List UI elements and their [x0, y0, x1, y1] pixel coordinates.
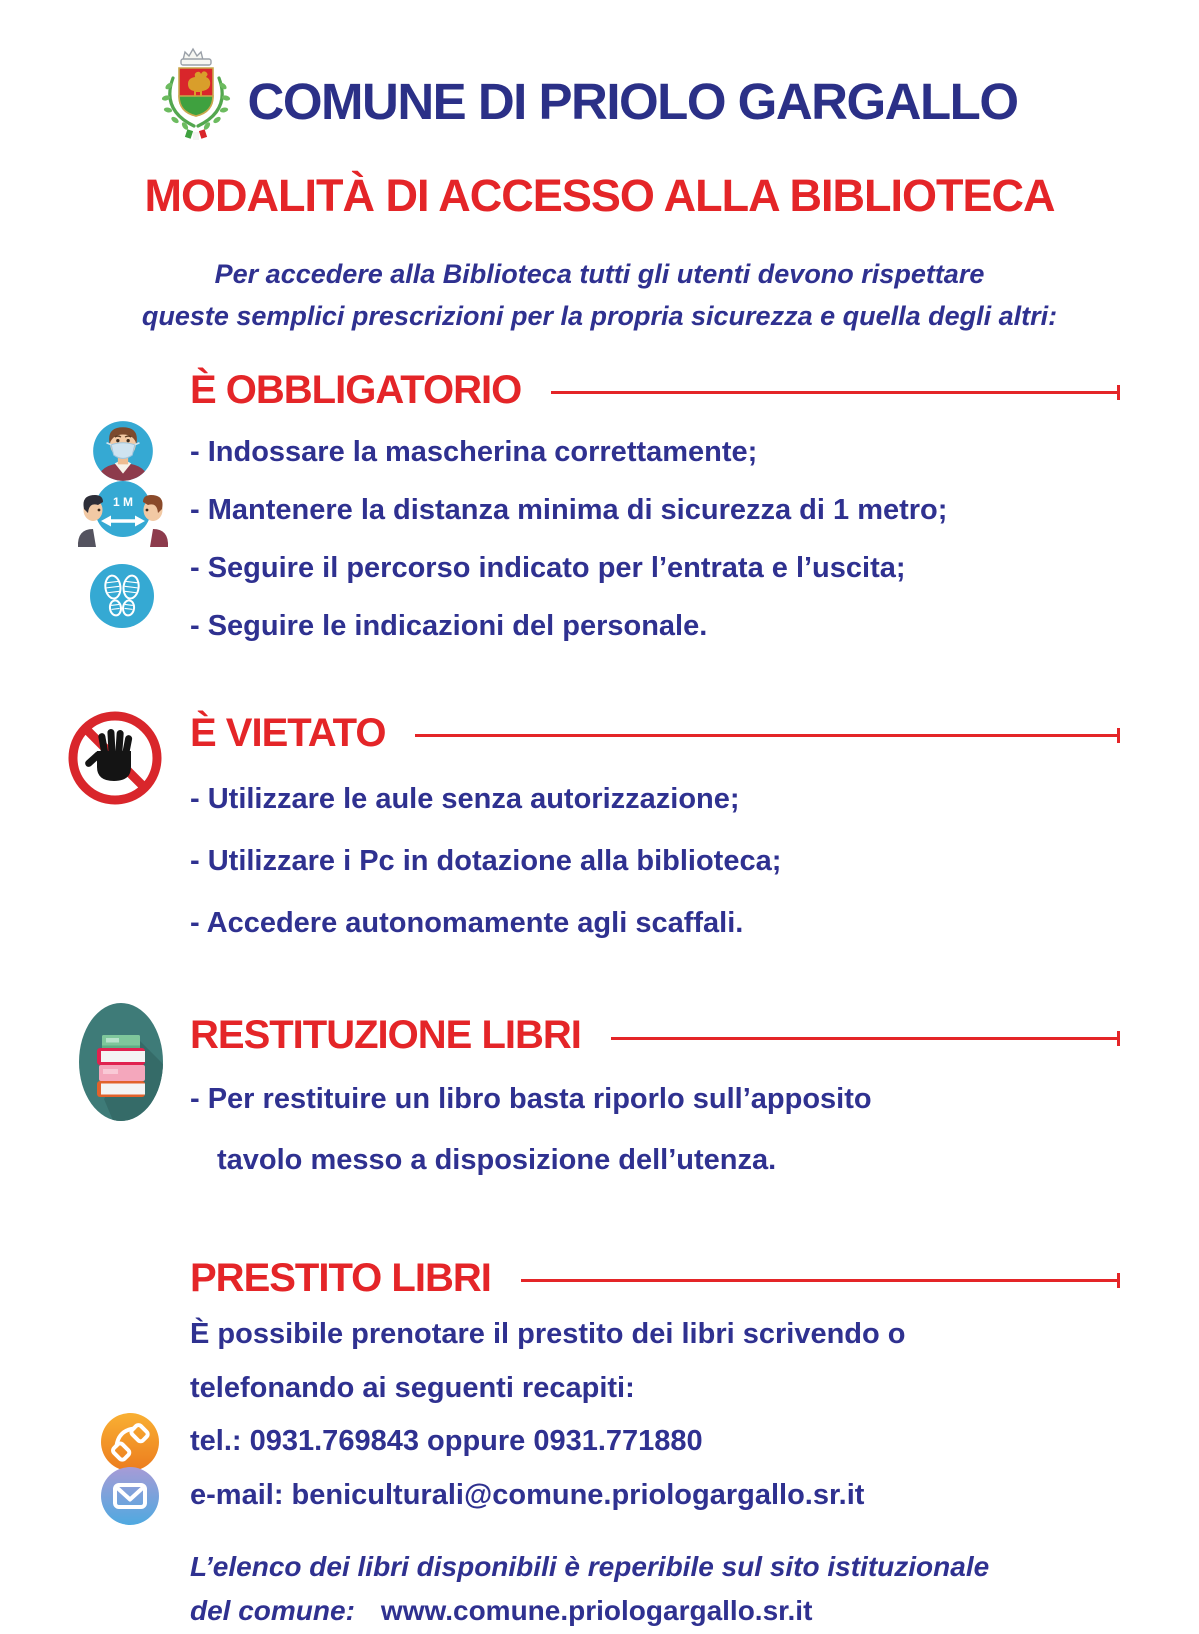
- page-subtitle: MODALITÀ DI ACCESSO ALLA BIBLIOTECA: [144, 170, 1055, 221]
- no-touching-hand-icon: [64, 707, 166, 809]
- intro-text: [40, 254, 1159, 338]
- section-obbligatorio: [0, 368, 1199, 645]
- municipal-coat-of-arms-icon: [156, 46, 236, 156]
- one-metre-distance-icon: [76, 473, 170, 547]
- rule-item: [190, 550, 1120, 586]
- footer-line2-label: del comune:: [190, 1595, 355, 1627]
- text: telefonando ai seguenti recapiti:: [190, 1371, 635, 1404]
- footer-note: [190, 1545, 1120, 1634]
- phone-numbers: tel.: 0931.769843 oppure 0931.771880: [190, 1425, 703, 1458]
- section-obbligatorio-heading: [190, 368, 1120, 412]
- section-prestito-heading: [190, 1256, 1120, 1300]
- heading-rule: [415, 734, 1120, 737]
- heading-rule: [551, 391, 1120, 394]
- envelope-icon: [98, 1464, 162, 1528]
- rule-item: [190, 1142, 1120, 1178]
- email-address: e-mail: beniculturali@comune.priologargallo.sr.it: [190, 1479, 865, 1511]
- email-row: [190, 1477, 1120, 1515]
- distance-label: 1 M: [112, 495, 134, 510]
- rule-text: - Utilizzare i Pc in dotazione alla biblioteca;: [190, 844, 782, 877]
- heading-label: PRESTITO LIBRI: [190, 1255, 491, 1300]
- rule-text: - Per restituire un libro basta riporlo sull’apposito: [190, 1083, 872, 1116]
- prestito-intro-line1: [190, 1316, 1120, 1354]
- section-restituzione-heading: [190, 1013, 1120, 1057]
- rule-item: [190, 434, 1120, 470]
- intro-line2: queste semplici prescrizioni per la propria sicurezza e quella degli altri:: [141, 300, 1058, 331]
- phone-row: [190, 1423, 1120, 1461]
- footprints-icon: [86, 560, 158, 632]
- rule-item: [190, 905, 1120, 941]
- prestito-intro-line2: [190, 1370, 1120, 1408]
- section-vietato-heading: [190, 711, 1120, 755]
- section-prestito: [0, 1256, 1199, 1515]
- footer-line1: L’elenco dei libri disponibili è reperibile sul sito istituzionale: [190, 1550, 990, 1582]
- heading-rule: [521, 1279, 1120, 1282]
- rule-item: [190, 608, 1120, 644]
- rule-text: - Utilizzare le aule senza autorizzazione;: [190, 782, 740, 815]
- intro-line1: Per accedere alla Biblioteca tutti gli utenti devono rispettare: [214, 259, 985, 289]
- rule-text: - Seguire il percorso indicato per l’entrata e l’uscita;: [190, 552, 906, 585]
- website-url: www.comune.priologargallo.sr.it: [380, 1595, 813, 1627]
- book-stack-icon: [76, 1001, 166, 1123]
- rule-item: [190, 781, 1120, 817]
- rule-item: [190, 843, 1120, 879]
- heading-label: RESTITUZIONE LIBRI: [190, 1013, 581, 1058]
- heading-label: È OBBLIGATORIO: [190, 367, 522, 412]
- rule-item: [112, 492, 1120, 528]
- heading-label: È VIETATO: [190, 710, 386, 755]
- page-title: COMUNE DI PRIOLO GARGALLO: [247, 72, 1018, 130]
- text: È possibile prenotare il prestito dei libri scrivendo o: [190, 1317, 906, 1350]
- rule-text: tavolo messo a disposizione dell’utenza.: [217, 1143, 777, 1176]
- section-restituzione: [0, 1013, 1199, 1178]
- rule-text: - Accedere autonomamente agli scaffali.: [190, 907, 744, 940]
- section-vietato: [0, 711, 1199, 942]
- rule-text: - Mantenere la distanza minima di sicurezza di 1 metro;: [190, 493, 948, 526]
- rule-item: [190, 1081, 1120, 1117]
- heading-rule: [611, 1037, 1120, 1040]
- header: [0, 0, 1199, 156]
- rule-text: - Seguire le indicazioni del personale.: [190, 610, 708, 643]
- rule-text: - Indossare la mascherina correttamente;: [190, 435, 758, 468]
